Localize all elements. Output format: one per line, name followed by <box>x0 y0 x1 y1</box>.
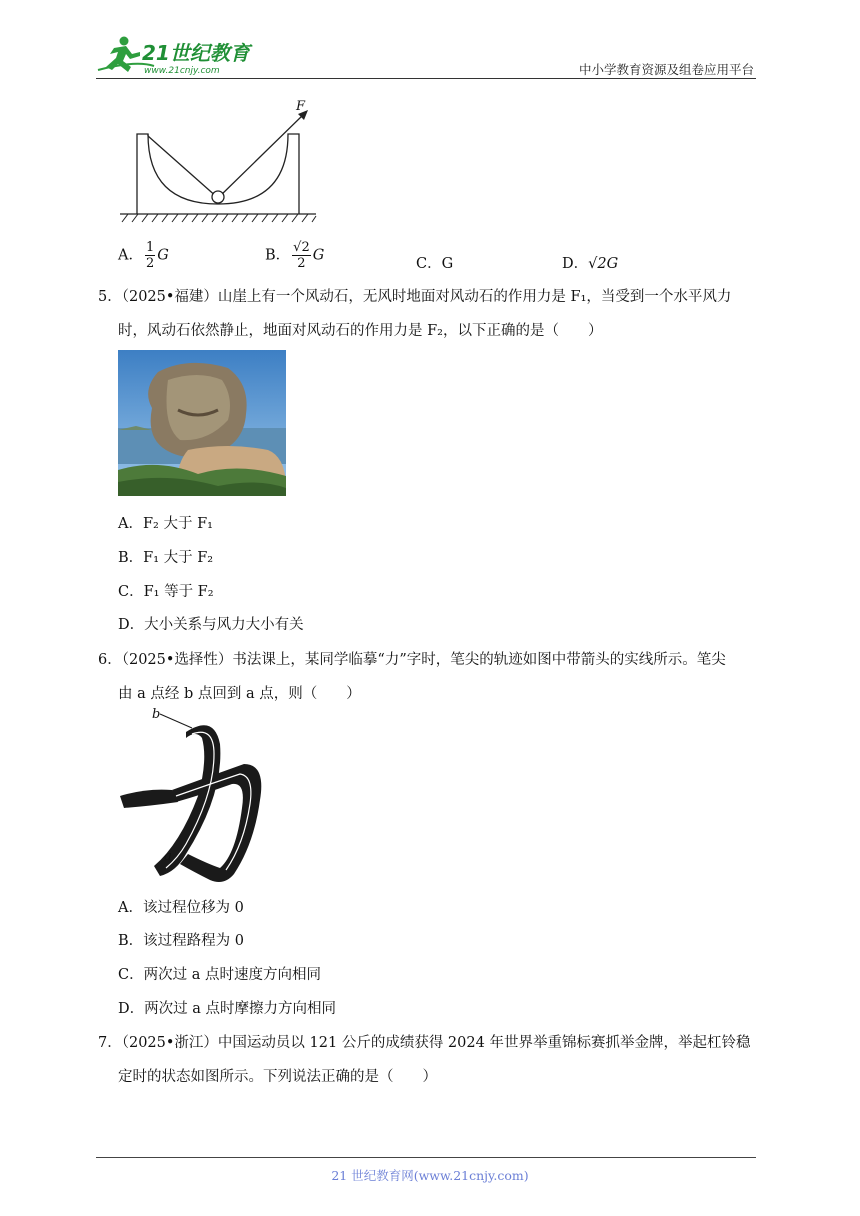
point-a-label: a <box>164 849 172 864</box>
q7-stem-line2: 定时的状态如图所示。下列说法正确的是（ ） <box>118 1069 437 1085</box>
footer-divider <box>96 1157 756 1158</box>
q5-option-b[interactable]: B．F₁ 大于 F₂ <box>118 550 214 566</box>
q4-track-figure <box>118 96 318 228</box>
point-b-label: b <box>152 707 161 722</box>
q4-option-c[interactable]: C．G <box>416 256 454 272</box>
q6-option-c[interactable]: C．两次过 a 点时速度方向相同 <box>118 967 321 983</box>
header-divider <box>96 78 756 79</box>
q5-rock-photo <box>118 350 286 496</box>
q6-option-b[interactable]: B．该过程路程为 0 <box>118 933 244 949</box>
force-label: F <box>296 99 306 114</box>
q7-stem-line1: 7．（2025•浙江）中国运动员以 121 公斤的成绩获得 2024 年世界举重锦标赛抓举金牌，举起杠铃稳 <box>98 1035 751 1051</box>
q5-option-d[interactable]: D．大小关系与风力大小有关 <box>118 617 304 633</box>
q6-stem-line2: 由 a 点经 b 点回到 a 点，则（ ） <box>118 686 361 702</box>
q6-option-d[interactable]: D．两次过 a 点时摩擦力方向相同 <box>118 1001 336 1017</box>
logo-url-text: www.21cnjy.com <box>144 66 220 76</box>
q5-option-c[interactable]: C．F₁ 等于 F₂ <box>118 584 214 600</box>
q6-stem-line1: 6．（2025•选择性）书法课上，某同学临摹“力”字时，笔尖的轨迹如图中带箭头的实线所示。笔尖 <box>98 652 726 668</box>
header-platform-text: 中小学教育资源及组卷应用平台 <box>578 62 754 77</box>
q5-option-a[interactable]: A．F₂ 大于 F₁ <box>118 516 213 532</box>
q6-calligraphy-figure <box>116 704 266 886</box>
footer-site-text[interactable]: 21 世纪教育网(www.21cnjy.com) <box>331 1168 529 1183</box>
q5-stem-line1: 5．（2025•福建）山崖上有一个风动石，无风时地面对风动石的作用力是 F₁，当受到一个水平风力 <box>98 289 732 305</box>
q5-stem-line2: 时，风动石依然静止，地面对风动石的作用力是 F₂，以下正确的是（ ） <box>118 323 603 339</box>
q6-option-a[interactable]: A．该过程位移为 0 <box>118 900 244 916</box>
site-logo <box>96 34 266 76</box>
q4-option-a[interactable]: A． $\frac{1}{2}$ G <box>118 240 169 271</box>
logo-main-text: 21世纪教育 <box>142 41 250 65</box>
q4-option-b[interactable]: B． $\frac{√2}{2}$ G <box>265 240 325 271</box>
q4-option-d[interactable]: D．√2G <box>562 256 619 272</box>
